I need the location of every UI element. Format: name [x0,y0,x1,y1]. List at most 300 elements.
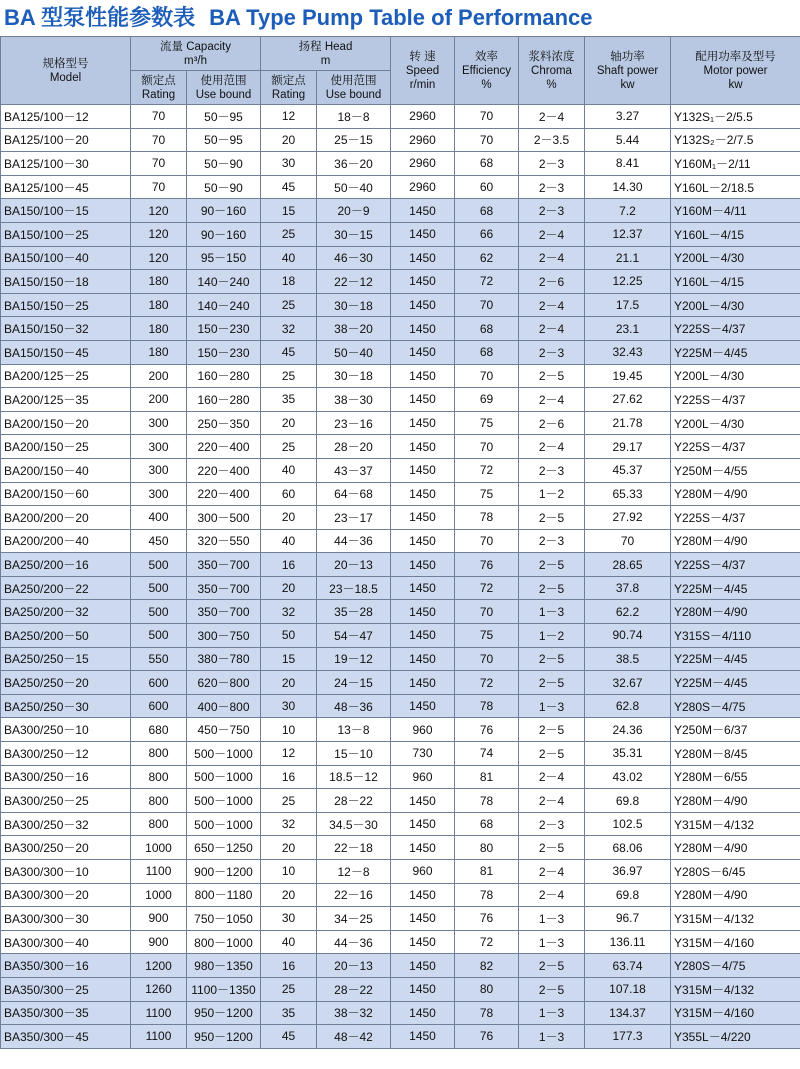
cell-model: BA250/250－20 [1,671,131,695]
cell-head-use-bound: 34－25 [317,907,391,931]
cell-speed: 1450 [391,977,455,1001]
cell-shaft-power: 90.74 [585,624,671,648]
cell-capacity-use-bound: 90－160 [187,199,261,223]
cell-shaft-power: 3.27 [585,105,671,129]
cell-capacity-use-bound: 160－280 [187,364,261,388]
cell-model: BA200/150－25 [1,435,131,459]
cell-head-use-bound: 44－36 [317,930,391,954]
table-row [1,388,800,412]
cell-model: BA300/250－32 [1,812,131,836]
cell-model: BA250/250－15 [1,647,131,671]
cell-chroma: 1－2 [519,624,585,648]
cell-shaft-power: 27.92 [585,506,671,530]
cell-efficiency: 72 [455,270,519,294]
cell-capacity-use-bound: 140－240 [187,293,261,317]
cell-chroma: 2－5 [519,742,585,766]
cell-motor-power: Y160L－4/15 [671,222,800,246]
cell-head-rating: 35 [261,1001,317,1025]
header-speed [391,37,455,105]
table-row [1,411,800,435]
cell-chroma: 1－3 [519,600,585,624]
header-motor-power [671,37,800,105]
table-row [1,718,800,742]
cell-efficiency: 81 [455,860,519,884]
cell-chroma: 1－3 [519,930,585,954]
cell-shaft-power: 177.3 [585,1025,671,1049]
cell-chroma: 2－4 [519,222,585,246]
cell-speed: 1450 [391,246,455,270]
cell-model: BA300/300－30 [1,907,131,931]
cell-speed: 1450 [391,388,455,412]
cell-motor-power: Y280M－4/90 [671,883,800,907]
cell-efficiency: 70 [455,529,519,553]
table-row [1,506,800,530]
cell-model: BA150/100－40 [1,246,131,270]
cell-model: BA200/125－35 [1,388,131,412]
cell-efficiency: 76 [455,907,519,931]
cell-head-rating: 30 [261,907,317,931]
cell-model: BA300/250－25 [1,789,131,813]
cell-head-use-bound: 44－36 [317,529,391,553]
cell-efficiency: 70 [455,647,519,671]
cell-capacity-use-bound: 500－1000 [187,742,261,766]
cell-shaft-power: 96.7 [585,907,671,931]
cell-model: BA250/200－32 [1,600,131,624]
cell-head-rating: 20 [261,128,317,152]
cell-efficiency: 78 [455,1001,519,1025]
cell-head-use-bound: 30－15 [317,222,391,246]
cell-capacity-rating: 450 [131,529,187,553]
cell-chroma: 2－5 [519,977,585,1001]
cell-capacity-use-bound: 50－90 [187,152,261,176]
cell-chroma: 2－5 [519,647,585,671]
cell-model: BA350/300－16 [1,954,131,978]
cell-capacity-rating: 400 [131,506,187,530]
cell-model: BA250/250－30 [1,694,131,718]
cell-capacity-use-bound: 980－1350 [187,954,261,978]
cell-speed: 2960 [391,128,455,152]
cell-shaft-power: 35.31 [585,742,671,766]
cell-efficiency: 76 [455,1025,519,1049]
table-row [1,671,800,695]
cell-efficiency: 70 [455,435,519,459]
cell-model: BA150/150－25 [1,293,131,317]
performance-table [0,36,800,1049]
cell-capacity-use-bound: 1100－1350 [187,977,261,1001]
cell-speed: 1450 [391,317,455,341]
cell-efficiency: 72 [455,930,519,954]
header-shaft-power-en: Shaft power [596,64,659,77]
cell-head-use-bound: 15－10 [317,742,391,766]
table-row [1,105,800,129]
header-rating-en: Rating [141,88,176,101]
table-row [1,1025,800,1049]
cell-capacity-rating: 800 [131,742,187,766]
table-row [1,482,800,506]
cell-model: BA125/100－45 [1,175,131,199]
table-row [1,576,800,600]
cell-motor-power: Y225M－4/45 [671,340,800,364]
cell-capacity-rating: 180 [131,340,187,364]
cell-capacity-use-bound: 50－90 [187,175,261,199]
cell-head-use-bound: 34.5－30 [317,812,391,836]
cell-speed: 1450 [391,789,455,813]
cell-model: BA125/100－20 [1,128,131,152]
cell-model: BA150/150－32 [1,317,131,341]
cell-head-use-bound: 28－22 [317,789,391,813]
cell-capacity-use-bound: 320－550 [187,529,261,553]
cell-head-rating: 35 [261,388,317,412]
cell-capacity-rating: 800 [131,812,187,836]
cell-shaft-power: 14.30 [585,175,671,199]
cell-head-use-bound: 18.5－12 [317,765,391,789]
cell-head-use-bound: 50－40 [317,175,391,199]
cell-efficiency: 69 [455,388,519,412]
cell-motor-power: Y225S－4/37 [671,317,800,341]
cell-head-use-bound: 48－36 [317,694,391,718]
table-row [1,364,800,388]
cell-head-rating: 45 [261,1025,317,1049]
cell-motor-power: Y200L－4/30 [671,411,800,435]
cell-model: BA300/250－20 [1,836,131,860]
cell-speed: 1450 [391,199,455,223]
cell-capacity-rating: 1000 [131,883,187,907]
cell-model: BA125/100－12 [1,105,131,129]
cell-head-rating: 15 [261,199,317,223]
table-row [1,1001,800,1025]
cell-head-rating: 60 [261,482,317,506]
cell-head-rating: 32 [261,812,317,836]
cell-capacity-use-bound: 350－700 [187,553,261,577]
header-capacity-rating [131,71,187,105]
cell-efficiency: 74 [455,742,519,766]
cell-shaft-power: 37.8 [585,576,671,600]
header-rating-en: Rating [271,88,306,101]
cell-head-rating: 16 [261,954,317,978]
table-row [1,765,800,789]
cell-speed: 1450 [391,671,455,695]
cell-capacity-rating: 550 [131,647,187,671]
cell-head-use-bound: 23－17 [317,506,391,530]
cell-head-use-bound: 36－20 [317,152,391,176]
table-row [1,458,800,482]
cell-speed: 1450 [391,600,455,624]
cell-speed: 1450 [391,836,455,860]
cell-capacity-rating: 900 [131,907,187,931]
cell-motor-power: Y132S₁－2/5.5 [671,105,800,129]
cell-head-use-bound: 20－13 [317,553,391,577]
cell-head-rating: 20 [261,883,317,907]
table-row [1,152,800,176]
cell-head-rating: 32 [261,317,317,341]
cell-head-rating: 40 [261,246,317,270]
cell-chroma: 1－2 [519,482,585,506]
cell-head-rating: 25 [261,789,317,813]
cell-head-rating: 40 [261,529,317,553]
cell-capacity-use-bound: 160－280 [187,388,261,412]
cell-capacity-use-bound: 140－240 [187,270,261,294]
header-head-unit: m [320,54,331,67]
cell-capacity-rating: 120 [131,199,187,223]
cell-head-use-bound: 22－18 [317,836,391,860]
header-rating-cn: 额定点 [141,74,176,87]
cell-capacity-use-bound: 950－1200 [187,1001,261,1025]
cell-shaft-power: 28.65 [585,553,671,577]
header-use-bound-cn: 使用范围 [200,74,247,87]
header-speed-cn: 转 速 [409,50,436,63]
cell-head-rating: 45 [261,340,317,364]
cell-head-rating: 25 [261,293,317,317]
cell-shaft-power: 7.2 [585,199,671,223]
cell-efficiency: 60 [455,175,519,199]
header-use-bound-en: Use bound [195,88,252,101]
cell-speed: 1450 [391,1001,455,1025]
header-motor-power-en: Motor power [703,64,768,77]
cell-shaft-power: 19.45 [585,364,671,388]
cell-chroma: 2－5 [519,506,585,530]
cell-speed: 1450 [391,435,455,459]
cell-capacity-rating: 500 [131,600,187,624]
cell-capacity-rating: 300 [131,435,187,459]
cell-motor-power: Y280S－4/75 [671,694,800,718]
title-cn: BA 型泵性能参数表 [4,5,196,30]
cell-head-rating: 20 [261,671,317,695]
header-efficiency-unit: % [481,78,492,91]
cell-capacity-use-bound: 900－1200 [187,860,261,884]
cell-shaft-power: 102.5 [585,812,671,836]
cell-head-rating: 20 [261,411,317,435]
header-chroma-en: Chroma [531,64,572,77]
header-motor-power-cn: 配用功率及型号 [695,50,776,63]
cell-shaft-power: 21.78 [585,411,671,435]
cell-efficiency: 72 [455,576,519,600]
cell-capacity-rating: 120 [131,222,187,246]
table-row [1,812,800,836]
cell-capacity-use-bound: 300－750 [187,624,261,648]
cell-model: BA350/300－45 [1,1025,131,1049]
cell-head-use-bound: 12－8 [317,860,391,884]
cell-head-use-bound: 28－22 [317,977,391,1001]
cell-speed: 1450 [391,624,455,648]
cell-model: BA300/300－10 [1,860,131,884]
cell-chroma: 2－3 [519,458,585,482]
cell-speed: 2960 [391,105,455,129]
cell-speed: 1450 [391,293,455,317]
table-row [1,435,800,459]
cell-chroma: 2－5 [519,671,585,695]
cell-chroma: 2－4 [519,789,585,813]
cell-efficiency: 68 [455,199,519,223]
cell-speed: 730 [391,742,455,766]
table-row [1,883,800,907]
cell-model: BA150/100－15 [1,199,131,223]
cell-head-use-bound: 38－20 [317,317,391,341]
cell-capacity-use-bound: 350－700 [187,576,261,600]
header-chroma-cn: 浆料浓度 [528,50,575,63]
cell-shaft-power: 21.1 [585,246,671,270]
cell-head-use-bound: 22－16 [317,883,391,907]
header-shaft-power [585,37,671,105]
table-row [1,860,800,884]
cell-speed: 1450 [391,222,455,246]
cell-motor-power: Y200L－4/30 [671,246,800,270]
cell-capacity-use-bound: 150－230 [187,340,261,364]
cell-shaft-power: 69.8 [585,883,671,907]
cell-motor-power: Y315M－4/160 [671,930,800,954]
table-row [1,246,800,270]
cell-head-rating: 20 [261,506,317,530]
cell-motor-power: Y225M－4/45 [671,576,800,600]
cell-capacity-rating: 600 [131,671,187,695]
cell-model: BA300/250－10 [1,718,131,742]
cell-speed: 960 [391,765,455,789]
table-row [1,977,800,1001]
cell-head-use-bound: 20－13 [317,954,391,978]
cell-capacity-use-bound: 800－1000 [187,930,261,954]
cell-shaft-power: 12.37 [585,222,671,246]
cell-head-rating: 30 [261,152,317,176]
cell-head-use-bound: 38－32 [317,1001,391,1025]
cell-head-rating: 18 [261,270,317,294]
cell-capacity-rating: 180 [131,293,187,317]
cell-capacity-rating: 680 [131,718,187,742]
cell-speed: 960 [391,860,455,884]
cell-head-use-bound: 13－8 [317,718,391,742]
cell-efficiency: 70 [455,128,519,152]
header-capacity-label: 流量 Capacity [160,40,231,53]
cell-capacity-use-bound: 220－400 [187,458,261,482]
cell-head-use-bound: 64－68 [317,482,391,506]
cell-model: BA350/300－35 [1,1001,131,1025]
cell-motor-power: Y160L－4/15 [671,270,800,294]
cell-head-use-bound: 46－30 [317,246,391,270]
cell-speed: 1450 [391,364,455,388]
header-capacity [131,37,261,71]
cell-model: BA150/150－18 [1,270,131,294]
cell-motor-power: Y280M－4/90 [671,836,800,860]
cell-capacity-rating: 800 [131,765,187,789]
cell-head-rating: 45 [261,175,317,199]
cell-head-rating: 16 [261,553,317,577]
cell-chroma: 2－6 [519,270,585,294]
cell-model: BA125/100－30 [1,152,131,176]
cell-efficiency: 82 [455,954,519,978]
cell-efficiency: 75 [455,624,519,648]
cell-speed: 1450 [391,411,455,435]
cell-efficiency: 68 [455,812,519,836]
cell-motor-power: Y280M－6/55 [671,765,800,789]
cell-head-use-bound: 48－42 [317,1025,391,1049]
cell-capacity-rating: 120 [131,246,187,270]
cell-head-use-bound: 25－15 [317,128,391,152]
cell-capacity-rating: 500 [131,576,187,600]
cell-capacity-rating: 500 [131,624,187,648]
cell-efficiency: 78 [455,694,519,718]
cell-motor-power: Y315M－4/132 [671,907,800,931]
cell-shaft-power: 8.41 [585,152,671,176]
cell-capacity-rating: 1100 [131,1001,187,1025]
cell-speed: 1450 [391,270,455,294]
cell-shaft-power: 62.2 [585,600,671,624]
cell-shaft-power: 62.8 [585,694,671,718]
cell-model: BA200/200－40 [1,529,131,553]
table-row [1,270,800,294]
cell-chroma: 1－3 [519,1001,585,1025]
cell-capacity-rating: 200 [131,388,187,412]
cell-capacity-use-bound: 220－400 [187,482,261,506]
cell-capacity-rating: 300 [131,482,187,506]
cell-shaft-power: 43.02 [585,765,671,789]
cell-head-use-bound: 20－9 [317,199,391,223]
cell-motor-power: Y315S－4/110 [671,624,800,648]
cell-motor-power: Y225S－4/37 [671,388,800,412]
cell-model: BA150/100－25 [1,222,131,246]
cell-head-rating: 25 [261,977,317,1001]
cell-head-rating: 25 [261,435,317,459]
cell-shaft-power: 24.36 [585,718,671,742]
cell-head-use-bound: 50－40 [317,340,391,364]
cell-shaft-power: 65.33 [585,482,671,506]
cell-capacity-use-bound: 300－500 [187,506,261,530]
cell-head-rating: 16 [261,765,317,789]
cell-capacity-rating: 1200 [131,954,187,978]
cell-efficiency: 72 [455,671,519,695]
cell-head-rating: 30 [261,694,317,718]
cell-speed: 1450 [391,907,455,931]
cell-chroma: 2－5 [519,954,585,978]
cell-efficiency: 68 [455,152,519,176]
table-row [1,930,800,954]
cell-head-use-bound: 43－37 [317,458,391,482]
cell-head-use-bound: 35－28 [317,600,391,624]
table-row [1,293,800,317]
table-row [1,789,800,813]
cell-efficiency: 76 [455,553,519,577]
cell-model: BA250/200－22 [1,576,131,600]
header-rating-cn: 额定点 [271,74,306,87]
cell-capacity-rating: 900 [131,930,187,954]
cell-chroma: 2－4 [519,883,585,907]
cell-speed: 1450 [391,930,455,954]
cell-motor-power: Y280M－4/90 [671,789,800,813]
cell-shaft-power: 38.5 [585,647,671,671]
cell-chroma: 2－3 [519,152,585,176]
cell-speed: 1450 [391,458,455,482]
cell-model: BA300/250－12 [1,742,131,766]
cell-capacity-rating: 1000 [131,836,187,860]
cell-capacity-rating: 180 [131,270,187,294]
cell-chroma: 2－3.5 [519,128,585,152]
cell-chroma: 2－4 [519,388,585,412]
cell-shaft-power: 134.37 [585,1001,671,1025]
cell-shaft-power: 70 [585,529,671,553]
cell-model: BA300/300－40 [1,930,131,954]
cell-chroma: 2－3 [519,175,585,199]
cell-head-rating: 40 [261,930,317,954]
cell-model: BA200/200－20 [1,506,131,530]
cell-motor-power: Y160M₁－2/11 [671,152,800,176]
cell-head-rating: 40 [261,458,317,482]
cell-motor-power: Y355L－4/220 [671,1025,800,1049]
cell-capacity-rating: 500 [131,553,187,577]
cell-head-rating: 20 [261,836,317,860]
cell-capacity-use-bound: 500－1000 [187,789,261,813]
cell-speed: 1450 [391,883,455,907]
cell-head-use-bound: 19－12 [317,647,391,671]
cell-efficiency: 66 [455,222,519,246]
header-efficiency [455,37,519,105]
cell-speed: 960 [391,718,455,742]
